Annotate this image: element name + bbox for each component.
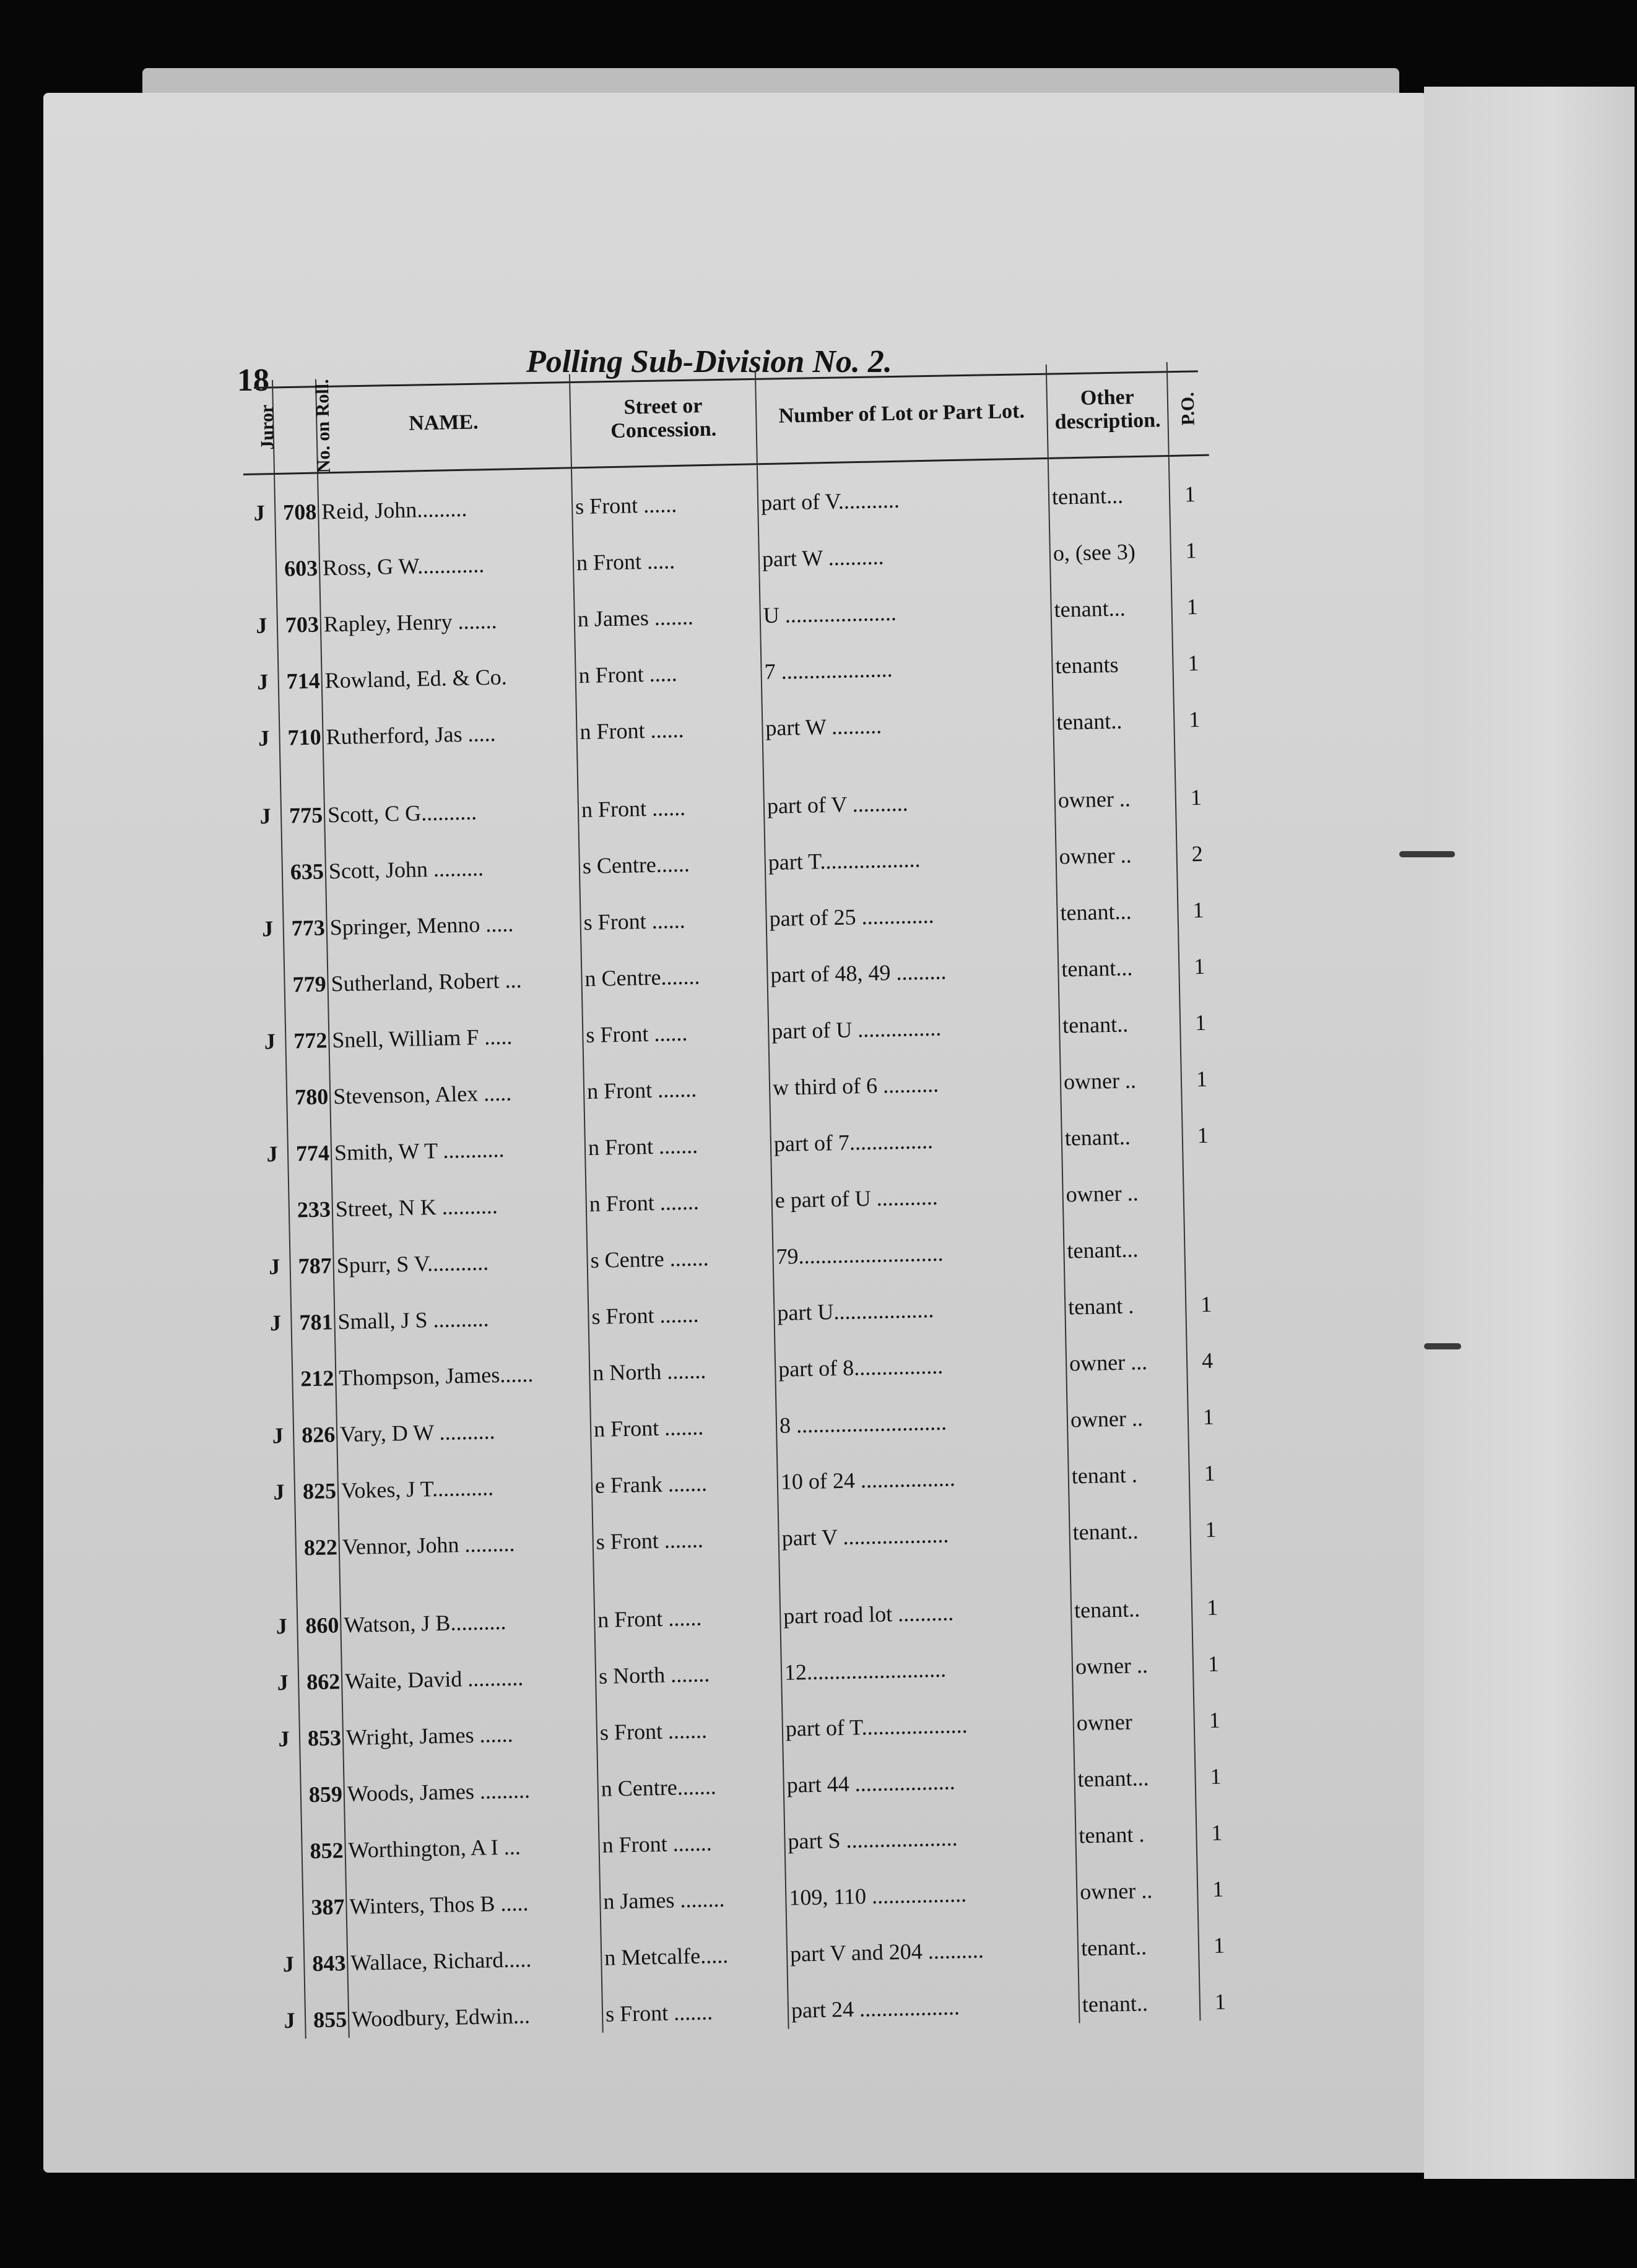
roll-number-cell: 387 — [302, 1869, 347, 1926]
juror-cell — [271, 1870, 303, 1927]
po-cell: 1 — [1175, 738, 1217, 816]
roll-number-cell: 826 — [293, 1396, 337, 1453]
lot-cell: w third of 6 .......... — [769, 1044, 1061, 1106]
description-cell: tenant... — [1057, 929, 1179, 988]
po-cell: 1 — [1179, 984, 1221, 1041]
lot-cell: e part of U ........... — [771, 1157, 1064, 1219]
lot-cell: part V ................... — [778, 1495, 1070, 1557]
po-cell: 1 — [1192, 1625, 1234, 1682]
description-cell: tenant.. — [1053, 682, 1175, 741]
juror-cell — [255, 1060, 287, 1117]
lot-cell: part of U ............... — [768, 988, 1060, 1050]
street-cell: n Front ..... — [573, 521, 760, 581]
street-cell: n Front ...... — [577, 747, 764, 828]
street-cell: s Centre ....... — [586, 1219, 773, 1279]
description-cell: tenant... — [1050, 569, 1172, 628]
po-cell: 1 — [1173, 682, 1215, 738]
street-cell: s Front ...... — [571, 464, 758, 526]
name-cell: Scott, John ......... — [325, 828, 580, 889]
description-cell: owner .. — [1054, 738, 1176, 819]
street-cell: n Front ....... — [583, 1050, 770, 1110]
name-cell: Rowland, Ed. & Co. — [321, 638, 576, 699]
juror-cell: J — [282, 1951, 295, 1977]
roll-number-cell: 853 — [299, 1700, 344, 1757]
juror-cell: J — [268, 1254, 280, 1279]
juror-cell: J — [264, 1029, 276, 1054]
juror-cell — [269, 1757, 302, 1814]
street-cell: e Frank ....... — [591, 1444, 778, 1504]
lot-cell: part V and 204 .......... — [786, 1910, 1079, 1972]
description-cell: owner .. — [1067, 1380, 1189, 1439]
street-cell: n Front ..... — [575, 634, 762, 694]
street-cell: s Centre...... — [579, 825, 766, 885]
header-street: Street or Concession. — [570, 370, 757, 467]
po-cell: 1 — [1171, 569, 1212, 626]
lot-cell: 79.......................... — [772, 1213, 1064, 1275]
roll-number-cell: 781 — [290, 1284, 335, 1341]
juror-cell: J — [256, 613, 267, 638]
description-cell: tenants — [1051, 626, 1173, 685]
po-cell: 1 — [1170, 513, 1212, 569]
roll-number-cell: 774 — [287, 1115, 332, 1172]
po-cell: 1 — [1169, 455, 1210, 513]
roll-number-cell: 852 — [301, 1812, 345, 1869]
description-cell: tenant... — [1063, 1211, 1185, 1270]
description-cell: owner .. — [1060, 1042, 1182, 1101]
name-cell: Waite, David .......... — [341, 1638, 596, 1700]
po-cell — [1183, 1153, 1224, 1210]
po-cell: 1 — [1172, 625, 1214, 682]
name-cell: Spurr, S V........... — [332, 1223, 588, 1284]
po-cell: 1 — [1185, 1266, 1227, 1323]
po-cell: 1 — [1194, 1682, 1235, 1739]
roll-number-cell: 855 — [305, 1981, 349, 2038]
roll-number-cell: 859 — [300, 1756, 345, 1813]
lot-cell: part S .................... — [784, 1798, 1076, 1859]
po-cell: 1 — [1178, 928, 1220, 985]
po-cell: 1 — [1198, 1907, 1240, 1964]
juror-cell: J — [272, 1422, 284, 1448]
facing-page — [1424, 87, 1635, 2179]
roll-number-cell: 708 — [274, 473, 319, 531]
voter-list-table-wrapper — [241, 361, 1251, 2033]
street-cell: n James ........ — [599, 1860, 786, 1920]
street-cell: n Front ...... — [576, 690, 763, 750]
lot-cell: 109, 110 ................. — [785, 1854, 1077, 1916]
description-cell: tenant . — [1075, 1796, 1197, 1855]
roll-number-cell: 787 — [290, 1227, 334, 1284]
juror-cell — [261, 1341, 293, 1398]
juror-cell — [253, 947, 285, 1004]
juror-cell: J — [273, 1479, 285, 1505]
roll-number-cell: 773 — [283, 889, 328, 946]
roll-number-cell: 703 — [277, 587, 321, 644]
street-cell: s Front ...... — [580, 881, 766, 941]
street-cell: s North ....... — [595, 1635, 782, 1695]
juror-cell — [251, 834, 283, 891]
description-cell: tenant.. — [1079, 1964, 1201, 2023]
juror-cell: J — [278, 1726, 290, 1752]
scan-speck — [1424, 1343, 1461, 1349]
roll-number-cell: 635 — [282, 833, 326, 890]
juror-cell: J — [259, 803, 272, 829]
juror-cell: J — [253, 500, 266, 526]
roll-number-cell: 603 — [276, 530, 320, 587]
header-juror: Juror — [241, 380, 274, 474]
lot-cell: part T.................. — [765, 819, 1057, 881]
name-cell: Ross, G W............ — [319, 525, 574, 586]
roll-number-cell: 710 — [279, 699, 323, 756]
lot-cell: part U.................. — [773, 1270, 1066, 1331]
description-cell: tenant.. — [1077, 1908, 1199, 1967]
street-cell: s Front ...... — [582, 993, 769, 1054]
name-cell: Wright, James ...... — [342, 1695, 597, 1756]
description-cell: o, (see 3) — [1049, 513, 1171, 572]
po-cell: 4 — [1186, 1322, 1228, 1379]
lot-cell: part of 7............... — [770, 1101, 1062, 1162]
street-cell: n Centre....... — [597, 1747, 784, 1807]
street-cell: n Front ...... — [593, 1557, 780, 1638]
name-cell: Stevenson, Alex ..... — [329, 1054, 584, 1115]
lot-cell: part 44 .................. — [783, 1741, 1075, 1803]
po-cell: 1 — [1191, 1547, 1233, 1626]
name-cell: Rapley, Henry ....... — [320, 581, 575, 643]
lot-cell: part of 8................ — [775, 1326, 1067, 1388]
name-cell: Watson, J B.......... — [339, 1560, 594, 1643]
page-number: 18 — [237, 363, 269, 398]
lot-cell: part of T................... — [782, 1685, 1074, 1747]
street-cell: n Front ....... — [590, 1388, 777, 1448]
po-cell: 2 — [1176, 816, 1217, 873]
street-cell: n North ....... — [589, 1331, 776, 1392]
po-cell: 1 — [1189, 1491, 1231, 1548]
street-cell: s Front ....... — [602, 1973, 789, 2033]
roll-number-cell: 714 — [278, 643, 323, 700]
header-roll: No. on Roll. — [272, 379, 318, 474]
name-cell: Winters, Thos B ..... — [345, 1864, 601, 1925]
street-cell: n James ....... — [574, 578, 761, 638]
name-cell: Thompson, James...... — [335, 1335, 590, 1396]
street-cell: s Front ....... — [588, 1275, 775, 1335]
po-cell: 1 — [1194, 1738, 1236, 1795]
description-cell: tenant.. — [1070, 1549, 1192, 1629]
juror-cell: J — [266, 1141, 278, 1167]
street-cell: n Front ....... — [584, 1106, 771, 1166]
table-body — [243, 455, 1240, 2039]
name-cell: Woods, James ......... — [344, 1751, 599, 1812]
roll-number-cell: 862 — [298, 1643, 342, 1700]
juror-cell: J — [284, 2007, 296, 2033]
street-cell: n Metcalfe..... — [601, 1916, 788, 1976]
po-cell: 1 — [1196, 1794, 1237, 1851]
street-cell: n Centre....... — [581, 937, 768, 997]
juror-cell — [245, 531, 277, 588]
roll-number-cell: 233 — [289, 1171, 333, 1228]
name-cell: Vary, D W .......... — [336, 1392, 591, 1453]
header-other: Other description. — [1046, 362, 1169, 458]
name-cell: Reid, John......... — [318, 468, 573, 530]
header-name: NAME. — [316, 374, 571, 473]
name-cell: Rutherford, Jas ..... — [322, 694, 577, 755]
description-cell: owner .. — [1055, 816, 1177, 875]
po-cell: 1 — [1197, 1851, 1238, 1908]
lot-cell: part 24 .................. — [788, 1967, 1080, 2028]
roll-number-cell: 772 — [285, 1002, 329, 1059]
name-cell: Scott, C G.......... — [323, 750, 578, 833]
lot-cell: 8 ........................... — [776, 1382, 1068, 1444]
po-cell: 1 — [1182, 1097, 1223, 1154]
name-cell: Sutherland, Robert ... — [327, 941, 582, 1002]
lot-cell: 12......................... — [781, 1629, 1073, 1690]
description-cell: owner .. — [1062, 1154, 1184, 1213]
lot-cell: U .................... — [760, 572, 1052, 634]
description-cell: tenant . — [1068, 1436, 1190, 1495]
roll-number-cell: 780 — [286, 1058, 331, 1115]
name-cell: Worthington, A I ... — [344, 1807, 599, 1869]
juror-cell: J — [261, 916, 274, 941]
name-cell: Springer, Menno ..... — [326, 885, 581, 946]
po-cell: 1 — [1188, 1379, 1229, 1435]
po-cell: 1 — [1199, 1963, 1241, 2020]
street-cell: s Front ....... — [593, 1500, 779, 1560]
description-cell: owner ... — [1066, 1323, 1188, 1382]
roll-number-cell: 843 — [303, 1925, 348, 1982]
juror-cell: J — [269, 1310, 282, 1336]
description-cell: owner — [1073, 1683, 1195, 1742]
header-lot: Number of Lot or Part Lot. — [755, 365, 1048, 464]
description-cell: tenant.. — [1059, 985, 1181, 1044]
roll-number-cell: 860 — [296, 1565, 341, 1644]
lot-cell: part W ......... — [762, 685, 1054, 747]
header-po: P.O. — [1167, 361, 1209, 456]
description-cell: owner .. — [1076, 1852, 1198, 1911]
po-cell — [1184, 1210, 1225, 1266]
name-cell: Street, N K .......... — [332, 1166, 587, 1227]
page-title: Polling Sub-Division No. 2. — [526, 344, 892, 379]
lot-cell: part of V .......... — [763, 741, 1055, 825]
name-cell: Vennor, John ......... — [339, 1504, 594, 1565]
juror-cell: J — [276, 1613, 288, 1639]
scan-speck — [1399, 851, 1455, 857]
roll-number-cell: 775 — [280, 755, 325, 834]
name-cell: Vokes, J T........... — [337, 1448, 593, 1509]
roll-number-cell: 825 — [294, 1453, 339, 1510]
lot-cell: part W .......... — [758, 516, 1051, 578]
juror-cell: J — [256, 669, 269, 695]
roll-number-cell: 822 — [295, 1509, 340, 1566]
description-cell: tenant . — [1064, 1267, 1186, 1326]
street-cell: n Front ....... — [586, 1162, 773, 1223]
roll-number-cell: 779 — [284, 946, 328, 1003]
lot-cell: part of 25 ............. — [765, 875, 1057, 937]
description-cell: tenant... — [1074, 1739, 1196, 1798]
lot-cell: part of 48, 49 ......... — [766, 932, 1059, 993]
po-cell: 1 — [1177, 872, 1218, 929]
juror-cell: J — [277, 1669, 289, 1695]
juror-cell — [264, 1510, 297, 1567]
description-cell: tenant.. — [1069, 1492, 1191, 1551]
description-cell: tenant... — [1048, 456, 1170, 515]
description-cell: tenant.. — [1061, 1098, 1183, 1157]
street-cell: s Front ....... — [596, 1691, 783, 1751]
po-cell: 1 — [1189, 1435, 1230, 1492]
lot-cell: 7 .................... — [760, 628, 1053, 690]
lot-cell: 10 of 24 ................. — [777, 1439, 1069, 1500]
po-cell: 1 — [1181, 1041, 1222, 1097]
lot-cell: part of V........... — [757, 458, 1049, 521]
name-cell: Wallace, Richard..... — [347, 1920, 602, 1981]
name-cell: Snell, William F ..... — [328, 997, 583, 1058]
name-cell: Woodbury, Edwin... — [348, 1976, 603, 2038]
description-cell: tenant... — [1056, 873, 1178, 932]
juror-cell: J — [258, 725, 270, 751]
voter-list-table — [241, 361, 1240, 2040]
name-cell: Smith, W T ........... — [331, 1110, 586, 1171]
lot-cell: part road lot .......... — [779, 1551, 1071, 1635]
juror-cell — [270, 1814, 302, 1871]
roll-number-cell: 212 — [292, 1340, 336, 1397]
description-cell: owner .. — [1072, 1627, 1194, 1686]
street-cell: n Front ....... — [598, 1804, 785, 1864]
juror-cell — [258, 1172, 290, 1229]
name-cell: Small, J S .......... — [334, 1279, 589, 1340]
